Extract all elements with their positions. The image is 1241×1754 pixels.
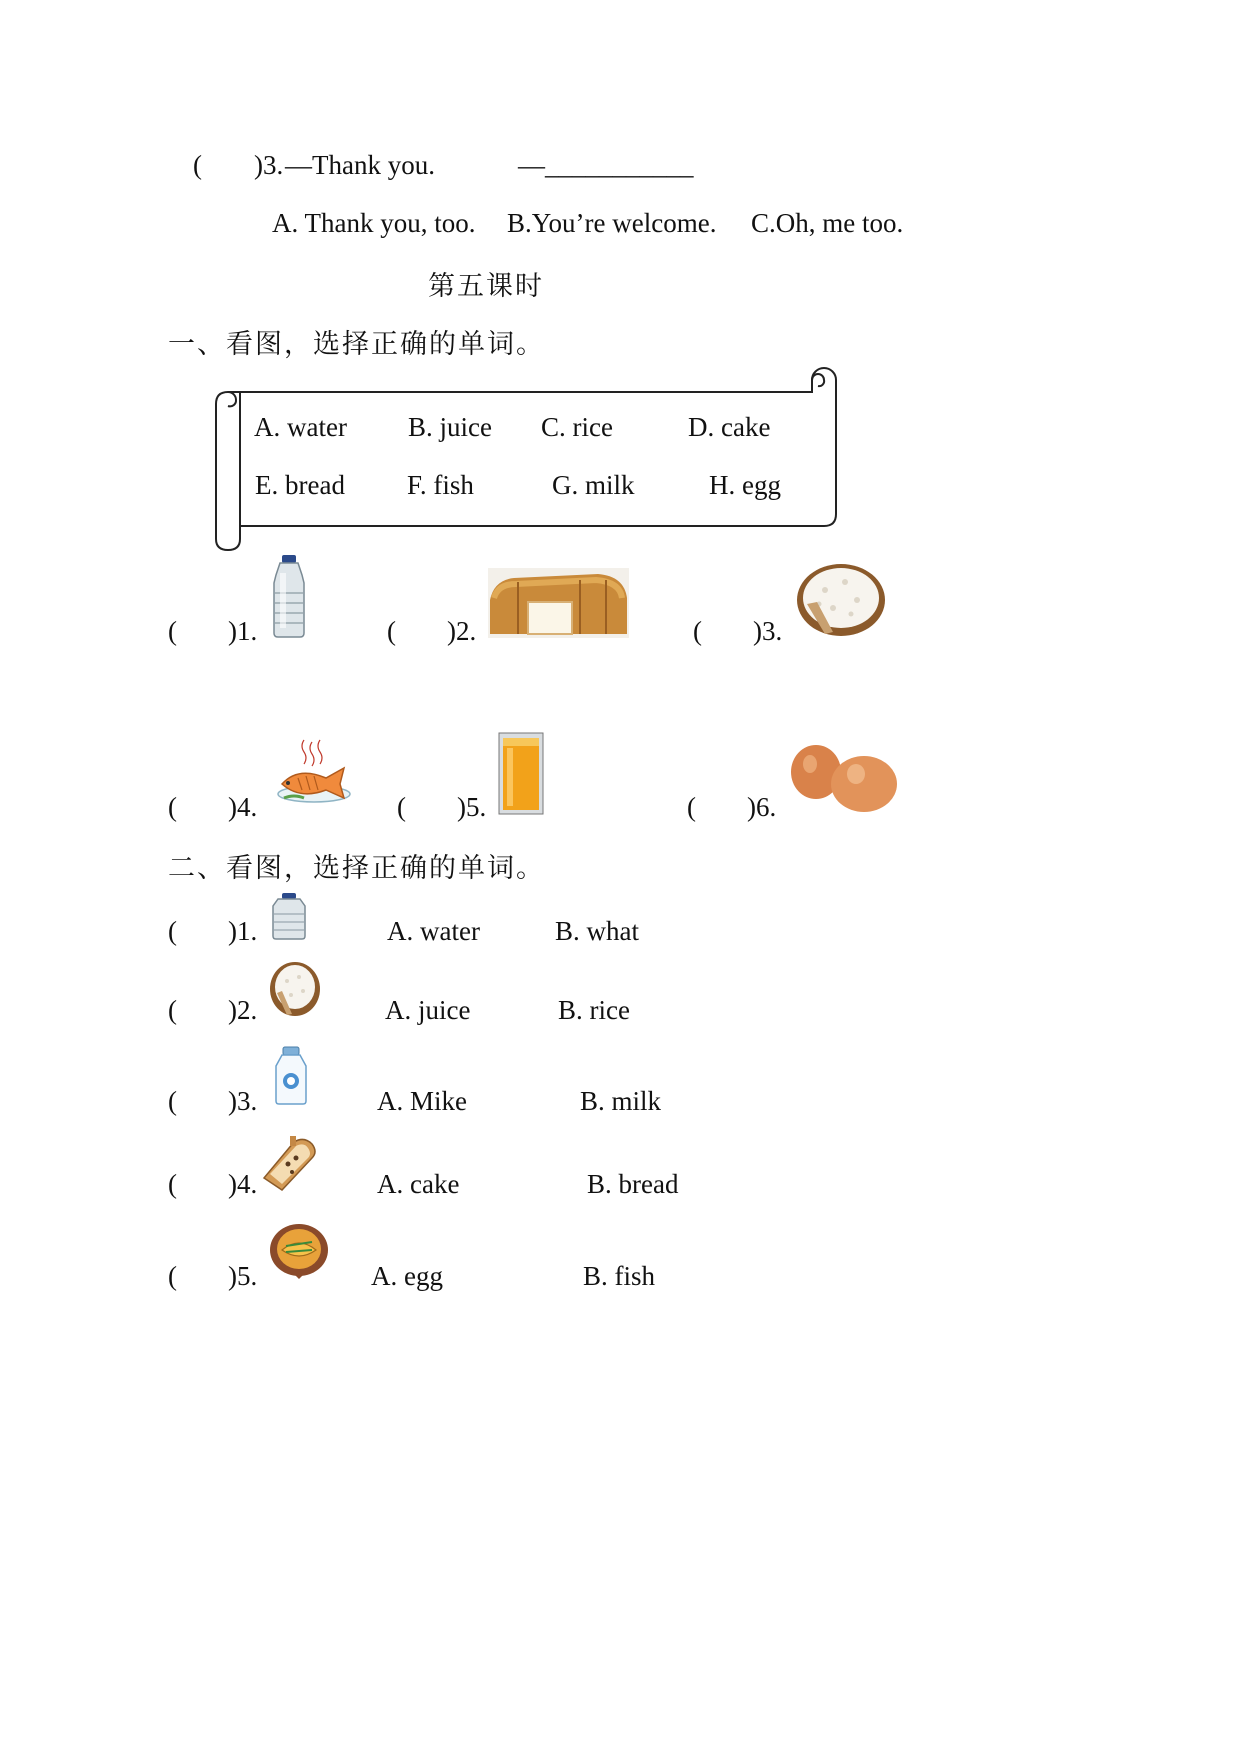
rice-bowl-icon	[269, 959, 321, 1017]
s1-item2-number: )2.	[447, 616, 477, 646]
word-bank-a: A. water	[254, 412, 347, 442]
s2-item5-option-a[interactable]: A. egg	[371, 1261, 443, 1291]
eggs-icon	[788, 742, 900, 814]
s2-item2-option-a[interactable]: A. juice	[385, 995, 471, 1025]
prev-option-b[interactable]: B.You’re welcome.	[507, 208, 717, 238]
water-bottle-icon	[268, 553, 310, 639]
s2-item1-option-a[interactable]: A. water	[387, 916, 480, 946]
prev-option-a[interactable]: A. Thank you, too.	[272, 208, 476, 238]
s1-item5-paren[interactable]: (	[397, 792, 406, 822]
s2-item3-number: )3.	[228, 1086, 258, 1116]
lesson-title: 第五课时	[428, 271, 544, 302]
prev-option-c[interactable]: C.Oh, me too.	[751, 208, 904, 238]
rice-bowl-icon	[795, 560, 887, 638]
s1-item6-number: )6.	[747, 792, 777, 822]
s2-item4-paren[interactable]: (	[168, 1169, 177, 1199]
s1-item1-number: )1.	[228, 616, 258, 646]
juice-glass-icon	[498, 732, 544, 815]
s2-item3-paren[interactable]: (	[168, 1086, 177, 1116]
s2-item4-option-a[interactable]: A. cake	[377, 1169, 460, 1199]
word-bank-f: F. fish	[407, 470, 474, 500]
section2-heading: 二、看图，选择正确的单词。	[168, 853, 545, 884]
s2-item5-number: )5.	[228, 1261, 258, 1291]
s1-item4-paren[interactable]: (	[168, 792, 177, 822]
s2-item3-option-b[interactable]: B. milk	[580, 1086, 662, 1116]
bread-icon	[488, 568, 629, 638]
s1-item5-number: )5.	[457, 792, 487, 822]
s2-item1-paren[interactable]: (	[168, 916, 177, 946]
word-bank-e: E. bread	[255, 470, 345, 500]
word-bank-d: D. cake	[688, 412, 771, 442]
fish-plate-icon	[274, 738, 354, 806]
water-bottle-icon	[268, 892, 310, 940]
s2-item5-paren[interactable]: (	[168, 1261, 177, 1291]
prev-question-number: )3.	[254, 150, 284, 180]
word-bank-c: C. rice	[541, 412, 613, 442]
s2-item2-option-b[interactable]: B. rice	[558, 995, 630, 1025]
s2-item2-paren[interactable]: (	[168, 995, 177, 1025]
s2-item5-option-b[interactable]: B. fish	[583, 1261, 656, 1291]
s1-item2-paren[interactable]: (	[387, 616, 396, 646]
s2-item3-option-a[interactable]: A. Mike	[377, 1086, 467, 1116]
s1-item1-paren[interactable]: (	[168, 616, 177, 646]
s1-item3-paren[interactable]: (	[693, 616, 702, 646]
s2-item4-option-b[interactable]: B. bread	[587, 1169, 679, 1199]
scroll-frame-icon	[212, 364, 842, 554]
s1-item3-number: )3.	[753, 616, 783, 646]
milk-bottle-icon	[272, 1046, 310, 1106]
s2-item1-number: )1.	[228, 916, 258, 946]
s2-item2-number: )2.	[228, 995, 258, 1025]
word-bank-g: G. milk	[552, 470, 635, 500]
s2-item1-option-b[interactable]: B. what	[555, 916, 639, 946]
word-bank-h: H. egg	[709, 470, 781, 500]
s1-item4-number: )4.	[228, 792, 258, 822]
prev-question-paren[interactable]: (	[193, 150, 202, 180]
bread-slice-icon	[260, 1134, 324, 1192]
prev-question-answer-line[interactable]: —___________	[518, 150, 694, 180]
section1-heading: 一、看图，选择正确的单词。	[168, 329, 545, 360]
s2-item4-number: )4.	[228, 1169, 258, 1199]
fish-dish-icon	[268, 1222, 330, 1280]
s1-item6-paren[interactable]: (	[687, 792, 696, 822]
prev-question-prompt: —Thank you.	[285, 150, 435, 180]
word-bank-b: B. juice	[408, 412, 492, 442]
